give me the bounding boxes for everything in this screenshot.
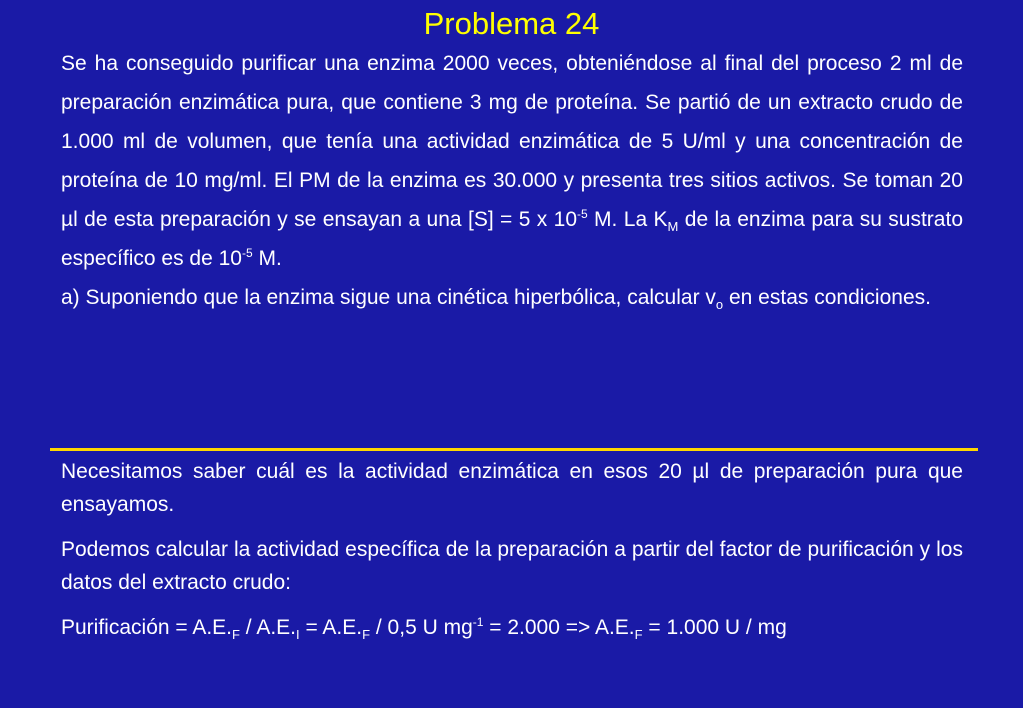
formula-text-4: / 0,5 U mg: [370, 616, 473, 639]
problem-statement: [61, 44, 963, 317]
subscript-f-1: F: [232, 627, 240, 642]
problem-paragraph: [61, 44, 963, 278]
formula-text-1: Purificación = A.E.: [61, 616, 233, 639]
solution-paragraph-2: Podemos calcular la actividad específica de la preparación a partir del factor de purificación y los datos del extracto crudo:: [61, 538, 963, 594]
divider-line: [50, 448, 978, 451]
subscript-f-2: F: [362, 627, 371, 642]
subscript-m: M: [667, 219, 679, 234]
exponent-3: -1: [472, 615, 484, 629]
exponent-2: -5: [241, 246, 253, 260]
solution-paragraph-1: Necesitamos saber cuál es la actividad enzimática en esos 20 µl de preparación pura que ensayamos.: [61, 460, 963, 516]
formula-text-5: = 2.000 => A.E.: [483, 616, 635, 639]
problem-part-a: [61, 278, 963, 317]
solution-section: [61, 455, 963, 656]
problem-text-2: M. La K: [587, 208, 668, 231]
formula-text-6: = 1.000 U / mg: [642, 616, 787, 639]
exponent-1: -5: [577, 207, 588, 221]
subscript-f-3: F: [634, 627, 643, 642]
problem-text-1: Se ha conseguido purificar una enzima 2000 veces, obteniéndose al final del proceso 2 ml de preparación enzimática pura, que contiene 3 mg de proteína. Se partió de un extracto crudo de 1.000 ml de volumen, que tenía una actividad enzimática de 5 U/ml y una concentración de proteína de 10 mg/ml. El PM de la enzima es 30.000 y presenta tres sitios activos. Se toman 20 µl de esta preparación y se ensayan a una [S] = 5 x 10: [61, 52, 963, 231]
formula-text-3: = A.E.: [299, 616, 363, 639]
slide-title: Problema 24: [423, 6, 600, 41]
part-a-text-1: a) Suponiendo que la enzima sigue una cinética hiperbólica, calcular v: [61, 286, 716, 309]
problem-text-3: de la enzima para su sustrato específico es de 10: [61, 208, 963, 270]
part-a-text-2: en estas condiciones.: [723, 286, 931, 309]
subscript-o: o: [715, 297, 724, 312]
solution-formula: [61, 611, 963, 644]
formula-text-2: / A.E.: [239, 616, 296, 639]
problem-text-4: M.: [252, 247, 282, 270]
subscript-i: I: [296, 627, 300, 642]
